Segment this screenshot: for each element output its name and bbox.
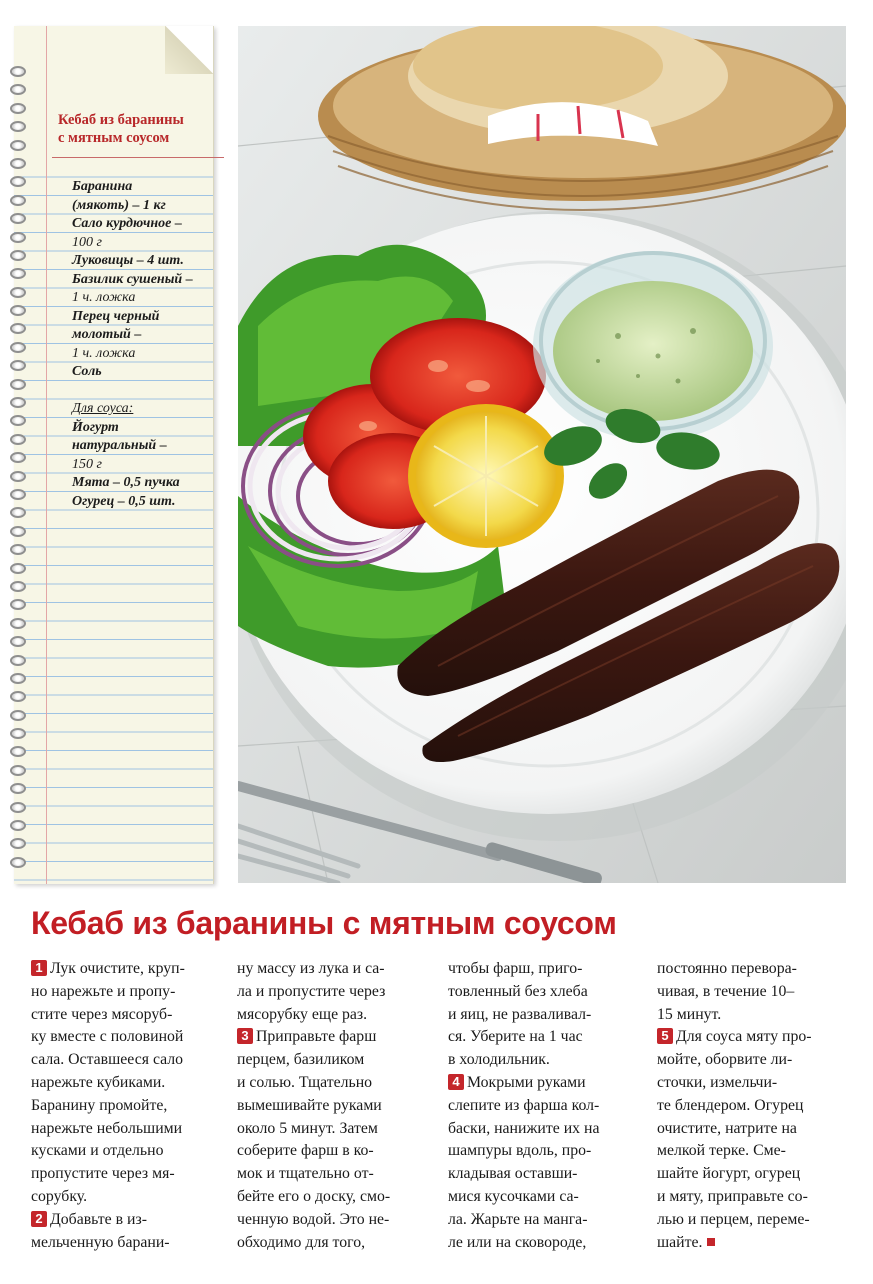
spiral-ring [10,250,26,261]
instruction-text: мок и тщательно от- [237,1165,374,1183]
instruction-text: постоянно перевора- [657,960,797,977]
instruction-line [237,1163,390,1186]
spiral-ring [10,526,26,537]
instruction-text: но нарежьте и пропу- [31,982,176,1000]
instruction-text: мелкой терке. Сме- [657,1142,786,1160]
instruction-line [31,1072,185,1095]
instruction-line [448,1163,599,1186]
instruction-text: ся. Уберите на 1 час [448,1028,583,1046]
instruction-text: чивая, в течение 10– [657,982,795,1000]
instruction-text: ла. Жарьте на манга- [448,1210,588,1228]
instruction-line [237,1232,390,1255]
instruction-column-4 [657,958,812,1254]
instruction-text: стите через мясоруб- [31,1005,173,1023]
instruction-line [31,958,185,981]
spiral-ring [10,544,26,555]
spiral-ring [10,323,26,334]
spiral-ring [10,415,26,426]
instruction-text: товленный без хлеба [448,982,588,1000]
instruction-text: нарежьте кубиками. [31,1073,166,1091]
instruction-line [31,1163,185,1186]
step-number-badge: 5 [657,1028,673,1044]
instruction-text: сала. Оставшееся сало [31,1051,184,1069]
spiral-ring [10,232,26,243]
instruction-line [31,1026,185,1049]
spiral-ring [10,379,26,390]
instruction-line [448,1049,599,1072]
instruction-line [237,958,390,981]
instruction-text: Для соуса мяту про- [676,1028,812,1046]
instruction-text: и яиц, не разваливал- [448,1005,592,1023]
instruction-line [237,1186,390,1209]
instruction-text: сорубку. [31,1187,88,1205]
instruction-line [448,1095,599,1118]
instruction-line [657,1118,812,1141]
sauce-header: Для соуса: [72,401,134,416]
instruction-line [657,1072,812,1095]
instruction-text: вымешивайте руками [237,1096,382,1114]
card-title-line: Кебаб из баранины [58,112,184,128]
instruction-text: ку вместе с половиной [31,1028,184,1046]
ingredient-line: 1 ч. ложка [72,345,136,361]
spiral-ring [10,673,26,684]
ingredient-line: Базилик сушеный – [72,271,193,287]
instruction-text: в холодильник. [448,1051,550,1069]
instruction-line [237,1095,390,1118]
spiral-ring [10,563,26,574]
recipe-headline: Кебаб из баранины с мятным соусом [31,905,617,941]
instruction-line [448,1209,599,1232]
card-folded-corner [165,26,213,74]
instruction-line [448,1026,599,1049]
instruction-text: мясорубку еще раз. [237,1005,368,1023]
instruction-text: бейте его о доску, смо- [237,1187,391,1205]
instruction-text: нарежьте небольшими [31,1119,183,1137]
spiral-ring [10,397,26,408]
ingredient-line: Огурец – 0,5 шт. [72,493,176,509]
spiral-ring [10,746,26,757]
card-title-line: с мятным соусом [58,130,170,146]
spiral-ring [10,820,26,831]
instruction-text: сточки, измельчи- [657,1073,778,1091]
instruction-line [448,1004,599,1027]
instruction-line [657,1026,812,1049]
ingredient-line: Соль [72,364,102,379]
spiral-ring [10,507,26,518]
instruction-line [237,1118,390,1141]
ingredient-line: Перец черный [72,308,160,324]
spiral-ring [10,857,26,868]
instruction-text: лью и перцем, переме- [657,1210,810,1228]
spiral-ring [10,305,26,316]
dish-photo [238,26,846,883]
instruction-line [448,1186,599,1209]
step-number-badge: 4 [448,1074,464,1090]
instruction-text: ченную водой. Это не- [237,1210,390,1228]
instruction-line [237,1140,390,1163]
spiral-ring [10,342,26,353]
instruction-line [31,1140,185,1163]
instruction-line [657,1163,812,1186]
instruction-text: перцем, базиликом [237,1051,365,1069]
instruction-text: пропустите через мя- [31,1165,175,1183]
spiral-ring [10,691,26,702]
card-title-rule [52,157,224,158]
instruction-line [657,1004,812,1027]
instruction-text: те блендером. Огурец [657,1096,804,1114]
step-number-badge: 3 [237,1028,253,1044]
instruction-text: мойте, оборвите ли- [657,1051,793,1069]
kebab-plate-illustration [238,26,846,883]
instruction-line [657,1232,812,1255]
instruction-text: соберите фарш в ко- [237,1142,374,1160]
instruction-line [448,1072,599,1095]
spiral-ring [10,802,26,813]
instruction-line [31,1118,185,1141]
spiral-ring [10,452,26,463]
spiral-ring [10,213,26,224]
ingredient-line: 100 г [72,234,102,250]
instruction-line [237,981,390,1004]
spiral-ring [10,195,26,206]
ingredient-line: Йогурт [72,419,119,435]
instruction-line [237,1209,390,1232]
spiral-ring [10,765,26,776]
instruction-text: Баранину промойте, [31,1096,168,1114]
spiral-ring [10,783,26,794]
ingredient-line: 150 г [72,456,102,472]
instruction-text: ну массу из лука и са- [237,960,385,977]
spiral-ring [10,140,26,151]
spiral-ring [10,599,26,610]
end-of-article-mark [707,1238,715,1246]
instruction-line [448,1118,599,1141]
instruction-line [448,1140,599,1163]
ingredient-line: (мякоть) – 1 кг [72,197,166,213]
instruction-line [31,1186,185,1209]
instruction-line [657,1209,812,1232]
spiral-ring [10,655,26,666]
card-title [58,111,218,147]
instruction-line [448,981,599,1004]
spiral-ring [10,158,26,169]
instruction-text: баски, нанижите их на [448,1119,600,1137]
spiral-ring [10,287,26,298]
spiral-ring [10,434,26,445]
instruction-text: слепите из фарша кол- [448,1096,600,1114]
instruction-line [448,958,599,981]
instruction-line [448,1232,599,1255]
instruction-text: Лук очистите, круп- [50,960,185,977]
instruction-text: шампуры вдоль, про- [448,1142,592,1160]
spiral-ring [10,360,26,371]
instruction-text: шайте. [657,1233,703,1251]
ingredient-line: Баранина [72,179,133,194]
instruction-line [657,1049,812,1072]
instruction-text: мися кусочками са- [448,1187,579,1205]
spiral-ring [10,618,26,629]
spiral-ring [10,489,26,500]
instruction-text: шайте йогурт, огурец [657,1165,801,1183]
instruction-line [657,1140,812,1163]
instruction-text: Приправьте фарш [256,1028,377,1046]
instruction-line [237,1026,390,1049]
spiral-ring [10,121,26,132]
spiral-ring [10,176,26,187]
instruction-text: кладывая оставши- [448,1165,578,1183]
instruction-line [657,958,812,981]
spiral-ring [10,103,26,114]
instruction-line [31,1232,185,1255]
instruction-line [31,1209,185,1232]
spiral-binding [7,66,29,875]
instruction-text: около 5 минут. Затем [237,1119,378,1137]
instruction-line [657,1186,812,1209]
spiral-ring [10,636,26,647]
spiral-ring [10,66,26,77]
spiral-ring [10,581,26,592]
instruction-text: и солью. Тщательно [237,1073,373,1091]
instruction-text: ле или на сковороде, [448,1233,587,1251]
recipe-card [14,26,214,884]
spiral-ring [10,710,26,721]
instruction-text: 15 минут. [657,1005,722,1023]
step-number-badge: 1 [31,960,47,976]
ingredient-line: молотый – [72,327,142,342]
instruction-line [657,1095,812,1118]
card-margin-line [46,26,47,884]
ingredient-line: 1 ч. ложка [72,290,136,305]
instruction-line [31,1004,185,1027]
instruction-line [31,981,185,1004]
spiral-ring [10,84,26,95]
instruction-text: обходимо для того, [237,1233,366,1251]
spiral-ring [10,728,26,739]
step-number-badge: 2 [31,1211,47,1227]
instruction-line [31,1095,185,1118]
instruction-text: кусками и отдельно [31,1142,164,1160]
instruction-column-1 [31,958,185,1254]
instruction-line [31,1049,185,1072]
ingredient-line: Сало курдючное – [72,216,182,231]
spiral-ring [10,838,26,849]
instruction-column-3 [448,958,599,1254]
instruction-column-2 [237,958,390,1254]
instruction-text: ла и пропустите через [237,982,386,1000]
ingredient-line: Луковицы – 4 шт. [72,253,184,268]
instruction-text: Добавьте в из- [50,1210,148,1228]
spiral-ring [10,268,26,279]
instruction-text: чтобы фарш, приго- [448,960,583,977]
instruction-text: мельченную барани- [31,1233,170,1251]
instruction-text: очистите, натрите на [657,1119,797,1137]
instruction-line [657,981,812,1004]
instruction-line [237,1072,390,1095]
ingredient-list [72,178,227,511]
instruction-text: Мокрыми руками [467,1073,586,1091]
ingredient-line: натуральный – [72,438,167,453]
ingredient-line: Мята – 0,5 пучка [72,475,180,490]
instruction-text: и мяту, приправьте со- [657,1187,808,1205]
instruction-line [237,1049,390,1072]
spiral-ring [10,471,26,482]
instruction-line [237,1004,390,1027]
